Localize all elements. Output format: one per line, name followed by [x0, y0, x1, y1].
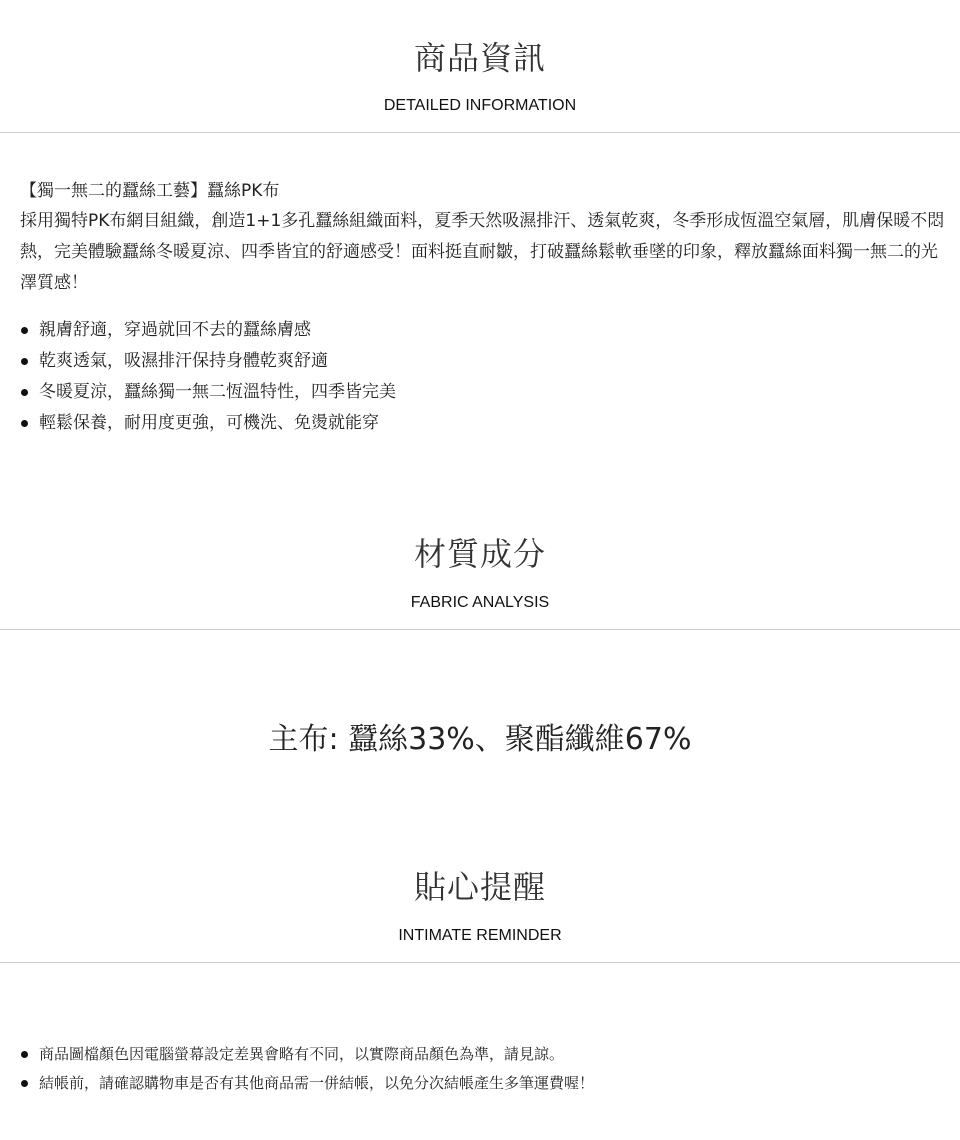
- bullet-icon: [21, 389, 28, 396]
- reminder-title: 貼心提醒: [413, 868, 546, 906]
- detail-subtitle: DETAILED INFORMATION: [383, 97, 577, 114]
- reminder-list: [20, 1040, 594, 1098]
- fabric-subheader: [0, 593, 960, 613]
- fabric-subtitle: FABRIC ANALYSIS: [410, 594, 550, 611]
- list-item: [20, 315, 396, 346]
- bullet-icon: [21, 327, 28, 334]
- reminder-subheader: [0, 926, 960, 946]
- feature-text: 親膚舒適，穿過就回不去的蠶絲膚感: [39, 320, 311, 340]
- feature-list: [20, 315, 396, 439]
- bullet-icon: [21, 1051, 28, 1058]
- fabric-composition: 主布: 蠶絲33%、聚酯纖維67%: [268, 722, 692, 757]
- reminder-text: 商品圖檔顏色因電腦螢幕設定差異會略有不同，以實際商品顏色為準，請見諒。: [39, 1045, 565, 1063]
- intro-title: 【獨一無二的蠶絲工藝】蠶絲PK布: [20, 181, 280, 201]
- bullet-icon: [21, 358, 28, 365]
- reminder-header: [0, 867, 960, 907]
- feature-text: 冬暖夏涼，蠶絲獨一無二恆溫特性，四季皆完美: [39, 382, 396, 402]
- detail-divider: [0, 132, 960, 133]
- list-item: [20, 346, 396, 377]
- fabric-header: [0, 534, 960, 574]
- list-item: [20, 408, 396, 439]
- reminder-divider: [0, 962, 960, 963]
- fabric-title: 材質成分: [413, 535, 546, 573]
- bullet-icon: [21, 1080, 28, 1087]
- list-item: [20, 377, 396, 408]
- feature-text: 輕鬆保養，耐用度更強，可機洗、免燙就能穿: [39, 413, 379, 433]
- list-item: [20, 1069, 594, 1098]
- detail-header: [0, 38, 960, 78]
- detail-subheader: [0, 96, 960, 116]
- intro-block: [20, 176, 945, 299]
- reminder-subtitle: INTIMATE REMINDER: [398, 927, 562, 944]
- detail-title: 商品資訊: [413, 39, 546, 77]
- list-item: [20, 1040, 594, 1069]
- fabric-divider: [0, 629, 960, 630]
- feature-text: 乾爽透氣，吸濕排汗保持身體乾爽舒適: [39, 351, 328, 371]
- intro-body: 採用獨特PK布網目組織，創造1+1多孔蠶絲組織面料，夏季天然吸濕排汗、透氣乾爽，冬季形成恆溫空氣層，肌膚保暖不悶熱，完美體驗蠶絲冬暖夏涼、四季皆宜的舒適感受！面料挺直耐皺，打破蠶絲鬆軟垂墜的印象，釋放蠶絲面料獨一無二的光澤質感！: [20, 211, 945, 293]
- reminder-text: 結帳前，請確認購物車是否有其他商品需一併結帳，以免分次結帳產生多筆運費喔！: [39, 1074, 595, 1092]
- bullet-icon: [21, 420, 28, 427]
